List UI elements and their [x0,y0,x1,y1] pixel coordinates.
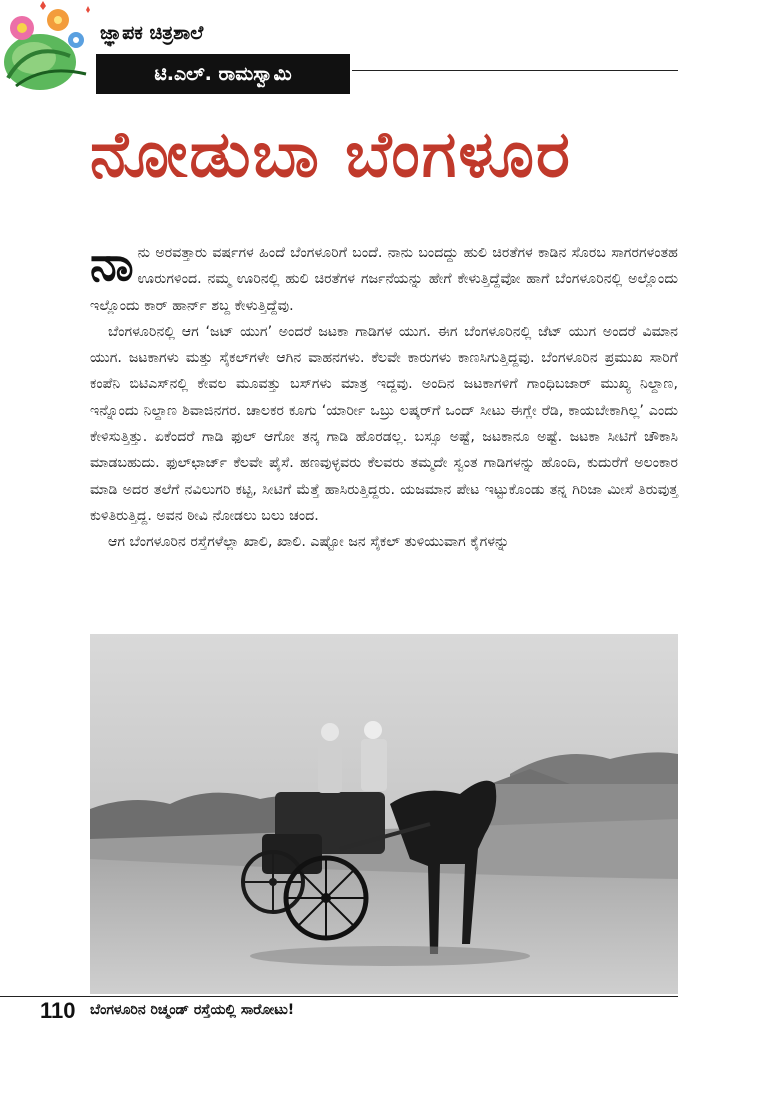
paragraph: ಆಗ ಬೆಂಗಳೂರಿನ ರಸ್ತೆಗಳೆಲ್ಲಾ ಖಾಲಿ, ಖಾಲಿ. ಎಷ್ಟೋ ಜನ ಸೈಕಲ್ ತುಳಿಯುವಾಗ ಕೈಗಳನ್ನು [108,534,510,551]
photo-caption: ಬೆಂಗಳೂರಿನ ರಿಚ್ಮಂಡ್ ರಸ್ತೆಯಲ್ಲಿ ಸಾರೋಟು! [90,1002,295,1018]
paragraph: ನಾನು ಅರವತ್ತಾರು ವರ್ಷಗಳ ಹಿಂದೆ ಬೆಂಗಳೂರಿಗೆ ಬಂದೆ. ನಾನು ಬಂದದ್ದು ಹುಲಿ ಚಿರತೆಗಳ ಕಾಡಿನ ಸೊರಬ ಸಾಗರಗಳಂತಹ ಊರುಗಳಿಂದ. ನಮ್ಮ ಊರಿನಲ್ಲಿ ಹುಲಿ ಚಿರತೆಗಳ ಗರ್ಜನೆಯನ್ನು ಹೇಗೆ ಕೇಳುತ್ತಿದ್ದೆವೋ ಹಾಗೆ ಬೆಂಗಳೂರಿನಲ್ಲಿ ಅಲ್ಲೊಂದು ಇಲ್ಲೊಂದು ಕಾರ್ ಹಾರ್ನ್ ಶಬ್ದ ಕೇಳುತ್ತಿದ್ದೆವು. [90,236,678,314]
carriage-photo [90,634,678,994]
article-title: ನೋಡುಬಾ ಬೆಂಗಳೂರ [90,118,572,192]
article-body [90,236,678,556]
footer-rule [0,996,678,997]
drop-cap: ನಾ [90,236,134,292]
header-rule [352,70,678,71]
author-name: ಟಿ.ಎಲ್. ರಾಮಸ್ವಾಮಿ [96,54,350,94]
page-number: 110 [40,998,76,1023]
series-title: ಜ್ಞಾಪಕ ಚಿತ್ರಶಾಲೆ [100,22,204,44]
paragraph: ಬೆಂಗಳೂರಿನಲ್ಲಿ ಆಗ ‘ಜಟ್ ಯುಗ’ ಅಂದರೆ ಜಟಕಾ ಗಾಡಿಗಳ ಯುಗ. ಈಗ ಬೆಂಗಳೂರಿನಲ್ಲಿ ಜೆಟ್ ಯುಗ ಅಂದರೆ ವಿಮಾನ ಯುಗ. ಜಟಕಾಗಳು ಮತ್ತು ಸೈಕಲ್‌ಗಳೇ ಆಗಿನ ವಾಹನಗಳು. ಕೆಲವೇ ಕಾರುಗಳು ಕಾಣಸಿಗುತ್ತಿದ್ದವು. ಬೆಂಗಳೂರಿನ ಪ್ರಮುಖ ಸಾರಿಗೆ ಕಂಪೆನಿ ಬಿಟಿಎಸ್‌ನಲ್ಲಿ ಕೇವಲ ಮೂವತ್ತು ಬಸ್‌ಗಳು ಮಾತ್ರ ಇದ್ದವು. ಅಂದಿನ ಜಟಕಾಗಳಿಗೆ ಗಾಂಧಿಬಜಾರ್ ಮುಖ್ಯ ನಿಲ್ದಾಣ, ಇನ್ನೊಂದು ನಿಲ್ದಾಣ ಶಿವಾಜಿನಗರ. ಚಾಲಕರ ಕೂಗು ‘ಯಾರ್ರೀ ಒಬ್ರು ಲಷ್ಕರ್‌ಗೆ ಒಂದ್ ಸೀಟು ಈಗ್ಲೇ ರೆಡಿ, ಕಾಯಬೇಕಾಗಿಲ್ಲ’ ಎಂದು ಕೇಳಿಸುತ್ತಿತ್ತು. ಏಕೆಂದರೆ ಗಾಡಿ ಫುಲ್ ಆಗೋ ತನ್ಕ ಗಾಡಿ ಹೊರಡಲ್ಲ. ಬಸ್ಸೂ ಅಷ್ಟೆ, ಜಟಕಾನೂ ಅಷ್ಟೆ. ಜಟಕಾ ಸೀಟಿಗೆ ಚೌಕಾಸಿ ಮಾಡಬಹುದು. ಫುಲ್‌ಛಾರ್ಜ್ ಕೆಲವೇ ಪೈಸೆ. ಹಣವುಳ್ಳವರು ಕೆಲವರು ತಮ್ಮದೇ ಸ್ವಂತ ಗಾಡಿಗಳನ್ನು ಹೊಂದಿ, ಕುದುರೆಗೆ ಅಲಂಕಾರ ಮಾಡಿ ಅದರ ತಲೆಗೆ ನವಿಲುಗರಿ ಕಟ್ಟಿ, ಸೀಟಿಗೆ ಮೆತ್ತೆ ಹಾಸಿರುತ್ತಿದ್ದರು. ಯಜಮಾನ ಪೇಟ ಇಟ್ಟುಕೊಂಡು ತನ್ನ ಗಿರಿಜಾ ಮೀಸೆ ತಿರುವುತ್ತ ಕುಳಿತಿರುತ್ತಿದ್ದ. ಅವನ ಠೀವಿ ನೋಡಲು ಬಲು ಚಂದ. [90,323,678,524]
series-logo [0,0,94,96]
